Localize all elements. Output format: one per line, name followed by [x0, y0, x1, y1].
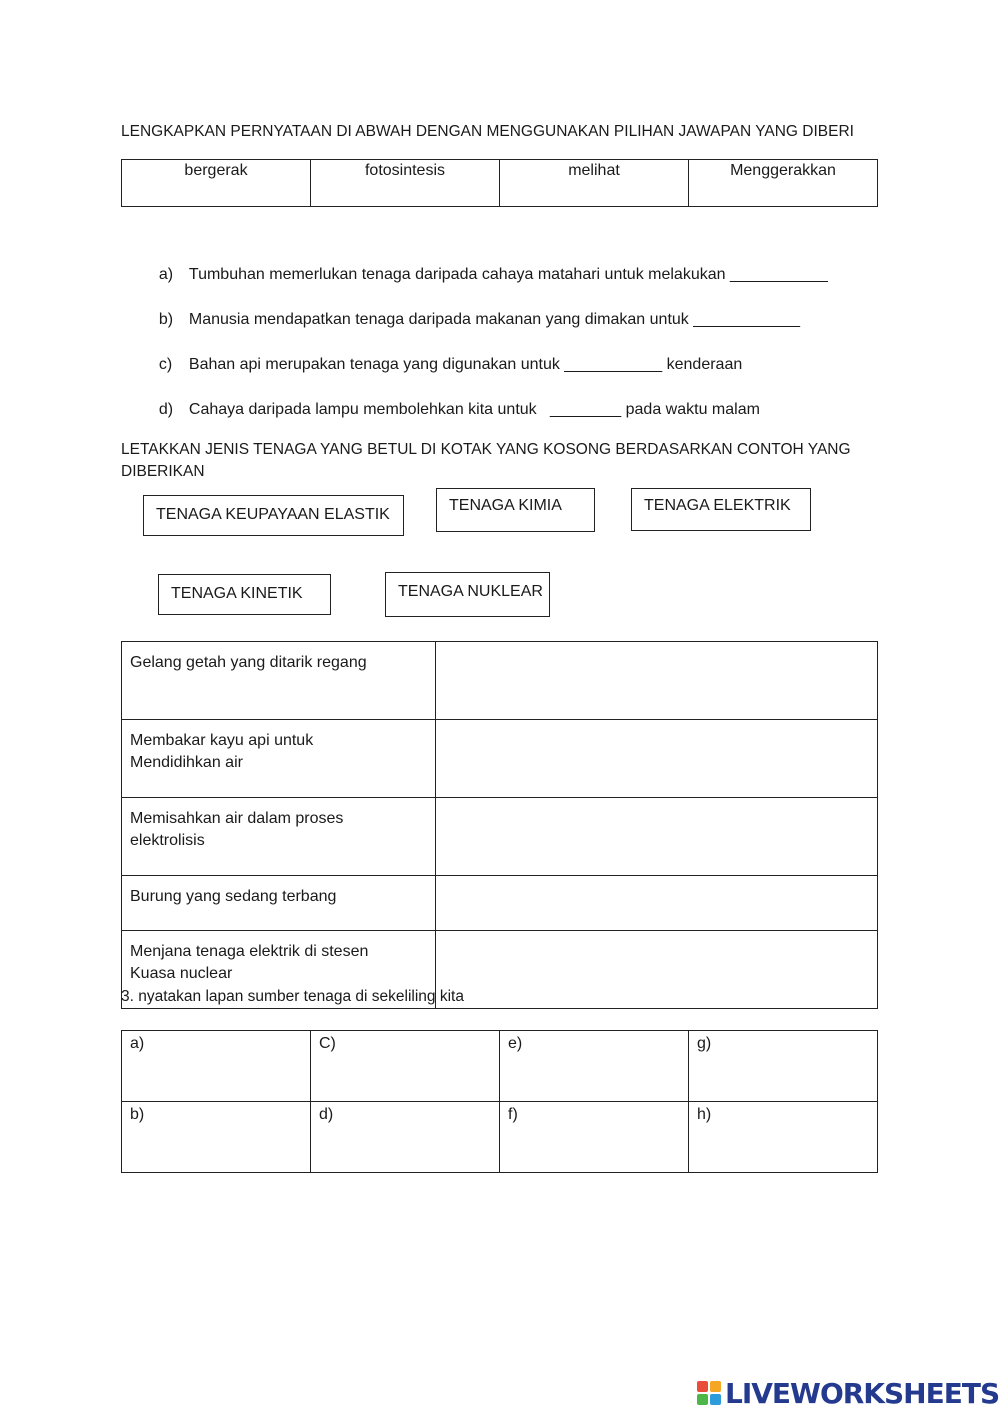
- statement-a: [150, 245, 828, 285]
- word-bank-table: [121, 159, 878, 207]
- table-row: [122, 642, 878, 720]
- word-bank-item[interactable]: melihat: [500, 160, 689, 207]
- table-row: [122, 876, 878, 931]
- energy-option-electric[interactable]: TENAGA ELEKTRIK: [631, 488, 811, 531]
- statement-label: a): [158, 266, 174, 283]
- answer-cell[interactable]: d): [311, 1102, 500, 1173]
- table-row: [122, 1102, 878, 1173]
- example-cell: Membakar kayu api untuk Mendidihkan air: [122, 720, 436, 798]
- statement-text: Bahan api merupakan tenaga yang digunakan untuk ___________ kenderaan: [188, 356, 743, 373]
- answer-cell[interactable]: C): [311, 1031, 500, 1102]
- energy-option-nuclear[interactable]: TENAGA NUKLEAR: [385, 572, 550, 617]
- statement-label: c): [158, 356, 173, 373]
- table-row: [122, 798, 878, 876]
- answer-drop-zone[interactable]: [436, 798, 878, 876]
- example-cell: Memisahkan air dalam proses elektrolisis: [122, 798, 436, 876]
- statement-c: [150, 335, 742, 375]
- energy-sources-table: [121, 1030, 878, 1173]
- statement-label: b): [158, 311, 174, 328]
- liveworksheets-logo-icon: [697, 1380, 723, 1406]
- answer-cell[interactable]: h): [689, 1102, 878, 1173]
- statement-text: Cahaya daripada lampu membolehkan kita untuk ________ pada waktu malam: [188, 401, 760, 418]
- answer-drop-zone[interactable]: [436, 720, 878, 798]
- answer-cell[interactable]: b): [122, 1102, 311, 1173]
- word-bank-item[interactable]: bergerak: [122, 160, 311, 207]
- example-cell: Gelang getah yang ditarik regang: [122, 642, 436, 720]
- liveworksheets-logo: [697, 1377, 999, 1409]
- example-cell: Menjana tenaga elektrik di stesen Kuasa nuclear: [122, 931, 436, 1009]
- statement-label: d): [158, 401, 174, 418]
- table-row: [122, 720, 878, 798]
- word-bank-item[interactable]: Menggerakkan: [689, 160, 878, 207]
- matching-table: [121, 641, 878, 1009]
- answer-drop-zone[interactable]: [436, 876, 878, 931]
- statement-text: Manusia mendapatkan tenaga daripada makanan yang dimakan untuk ____________: [188, 311, 801, 328]
- energy-option-elastic[interactable]: TENAGA KEUPAYAAN ELASTIK: [143, 495, 404, 536]
- table-row: [122, 1031, 878, 1102]
- statement-d: [150, 380, 760, 420]
- answer-cell[interactable]: g): [689, 1031, 878, 1102]
- section1-heading: LENGKAPKAN PERNYATAAN DI ABWAH DENGAN MENGGUNAKAN PILIHAN JAWAPAN YANG DIBERI: [121, 123, 854, 140]
- answer-cell[interactable]: e): [500, 1031, 689, 1102]
- energy-option-kinetic[interactable]: TENAGA KINETIK: [158, 574, 331, 615]
- section3-heading: 3. nyatakan lapan sumber tenaga di sekeliling kita: [121, 988, 464, 1005]
- example-cell: Burung yang sedang terbang: [122, 876, 436, 931]
- answer-cell[interactable]: f): [500, 1102, 689, 1173]
- statement-b: [150, 290, 800, 330]
- word-bank-item[interactable]: fotosintesis: [311, 160, 500, 207]
- answer-drop-zone[interactable]: [436, 642, 878, 720]
- statement-text: Tumbuhan memerlukan tenaga daripada cahaya matahari untuk melakukan ___________: [188, 266, 828, 283]
- answer-cell[interactable]: a): [122, 1031, 311, 1102]
- energy-option-chemical[interactable]: TENAGA KIMIA: [436, 488, 595, 532]
- logo-text: LIVEWORKSHEETS: [725, 1376, 1000, 1410]
- section2-heading: LETAKKAN JENIS TENAGA YANG BETUL DI KOTAK YANG KOSONG BERDASARKAN CONTOH YANG DIBERIKAN: [121, 441, 851, 480]
